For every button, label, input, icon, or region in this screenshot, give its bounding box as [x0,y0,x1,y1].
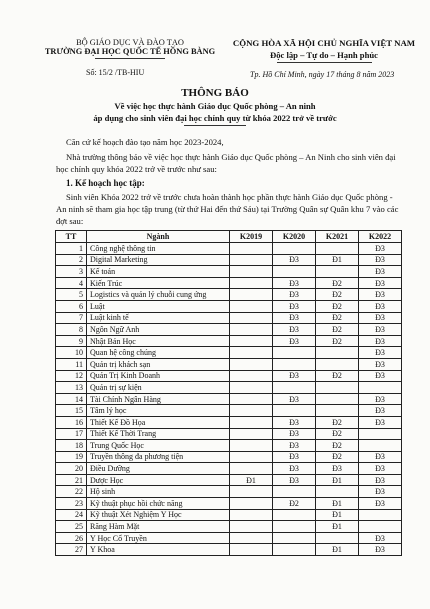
issuer-underline [95,58,165,59]
table-cell: 3 [56,266,87,278]
notice-subject-line-2: áp dụng cho sinh viên đại học chính quy từ khóa 2022 trở về trước [93,113,337,123]
table-cell [230,498,273,510]
table-cell [230,324,273,336]
table-cell [273,243,316,255]
table-cell: Đ3 [273,474,316,486]
table-cell: Đ3 [359,463,402,475]
document-number: Số: 15/2 /TB-HIU [86,68,145,77]
table-cell: Đ1 [316,498,359,510]
table-cell: Đ1 [316,544,359,556]
column-header: K2019 [230,231,273,243]
table-row [56,277,402,289]
table-cell: 4 [56,277,87,289]
table-cell [230,416,273,428]
table-row [56,300,402,312]
table-cell [273,358,316,370]
table-cell [316,382,359,394]
table-row [56,509,402,521]
table-row [56,312,402,324]
table-row [56,440,402,452]
table-row [56,289,402,301]
table-cell: Đ3 [359,243,402,255]
table-cell: 15 [56,405,87,417]
table-cell: Luật kinh tế [87,312,230,324]
table-cell: Đ1 [316,509,359,521]
table-cell: 1 [56,243,87,255]
table-cell: Đ3 [273,324,316,336]
table-cell: Hộ sinh [87,486,230,498]
table-row [56,393,402,405]
section-heading: 1. Kế hoạch học tập: [66,178,145,188]
table-cell [230,254,273,266]
table-cell [316,486,359,498]
table-cell [230,312,273,324]
table-cell: Đ3 [273,289,316,301]
table-cell: Tâm lý học [87,405,230,417]
table-cell [316,266,359,278]
table-cell [230,358,273,370]
table-cell: Đ2 [316,451,359,463]
table-cell: 12 [56,370,87,382]
table-row [56,347,402,359]
table-cell: 6 [56,300,87,312]
table-row [56,335,402,347]
table-cell: Đ2 [316,300,359,312]
table-cell [230,428,273,440]
national-motto: Độc lập – Tự do – Hạnh phúc [270,50,378,60]
table-cell: Đ3 [359,393,402,405]
table-cell [359,428,402,440]
table-cell: 7 [56,312,87,324]
table-cell: Đ3 [273,335,316,347]
table-row [56,463,402,475]
table-cell: 22 [56,486,87,498]
table-cell [230,347,273,359]
table-cell [230,440,273,452]
ministry-name: BỘ GIÁO DỤC VÀ ĐÀO TẠO [76,38,184,47]
table-row [56,486,402,498]
table-cell: Đ3 [359,312,402,324]
table-cell [273,486,316,498]
notice-subject-line-1: Về việc học thực hành Giáo dục Quốc phòng – An ninh [114,101,316,111]
table-cell: Đ3 [359,451,402,463]
table-cell: 24 [56,509,87,521]
table-cell: Công nghệ thông tin [87,243,230,255]
table-body [56,243,402,556]
table-row [56,405,402,417]
table-cell [230,243,273,255]
table-cell: 17 [56,428,87,440]
table-cell: 21 [56,474,87,486]
table-row [56,254,402,266]
table-cell: Đ3 [359,347,402,359]
table-cell: 18 [56,440,87,452]
table-cell [273,405,316,417]
table-cell: Đ3 [273,277,316,289]
table-row [56,521,402,533]
table-cell: Đ3 [359,474,402,486]
table-cell: 27 [56,544,87,556]
table-cell [230,382,273,394]
table-cell: Đ3 [359,370,402,382]
table-cell [273,509,316,521]
table-cell [273,266,316,278]
table-cell [359,521,402,533]
table-cell: Đ3 [359,335,402,347]
document-date: Tp. Hồ Chí Minh, ngày 17 tháng 8 năm 2023 [250,70,395,79]
table-cell: Đ3 [359,324,402,336]
table-cell [316,405,359,417]
table-row [56,544,402,556]
table-row [56,243,402,255]
motto-underline [277,62,372,63]
table-cell: Đ1 [316,254,359,266]
table-cell [359,382,402,394]
table-cell [359,440,402,452]
column-header: Ngành [87,231,230,243]
table-cell: Đ2 [316,289,359,301]
table-cell: Răng Hàm Mặt [87,521,230,533]
table-cell: Đ2 [316,440,359,452]
table-row [56,370,402,382]
table-cell: Nhật Bản Học [87,335,230,347]
table-row [56,358,402,370]
table-cell [230,405,273,417]
basis-paragraph: Căn cứ kế hoạch đào tạo năm học 2023-2024, [66,137,224,147]
table-cell: Đ3 [359,416,402,428]
table-cell [230,532,273,544]
table-cell: Đ3 [359,498,402,510]
university-name: TRƯỜNG ĐẠI HỌC QUỐC TẾ HỒNG BÀNG [44,47,216,56]
issuer-block [30,38,230,59]
table-cell: Đ3 [273,254,316,266]
table-row [56,416,402,428]
column-header: TT [56,231,87,243]
subject-underline [184,125,246,126]
table-cell [230,277,273,289]
table-cell: Đ3 [273,463,316,475]
table-cell: Truyền thông đa phương tiện [87,451,230,463]
table-cell: Đ3 [359,532,402,544]
table-cell: Trung Quốc Học [87,440,230,452]
table-row [56,428,402,440]
table-row [56,266,402,278]
country-name: CỘNG HÒA XÃ HỘI CHỦ NGHĨA VIỆT NAM [232,38,416,48]
table-cell: Đ2 [316,277,359,289]
schedule-table [55,230,402,556]
table-cell: Đ2 [316,370,359,382]
table-cell: Đ2 [316,335,359,347]
table-cell [316,393,359,405]
table-row [56,451,402,463]
table-cell: Đ3 [359,277,402,289]
table-cell: Đ2 [316,324,359,336]
table-cell: Y Khoa [87,544,230,556]
table-cell: 16 [56,416,87,428]
table-cell: 13 [56,382,87,394]
table-cell [316,358,359,370]
table-cell [230,393,273,405]
table-cell: Đ3 [359,266,402,278]
table-cell [230,300,273,312]
notice-title: THÔNG BÁO [181,87,249,99]
table-cell: Y Học Cổ Truyền [87,532,230,544]
table-cell [230,544,273,556]
table-cell: Đ3 [273,416,316,428]
table-cell [316,532,359,544]
table-cell [273,382,316,394]
table-cell: Đ3 [359,486,402,498]
table-cell: 8 [56,324,87,336]
table-cell [230,463,273,475]
table-cell: Ngôn Ngữ Anh [87,324,230,336]
table-cell: Đ3 [273,428,316,440]
table-cell: 20 [56,463,87,475]
table-cell: 19 [56,451,87,463]
table-cell: Quản trị khách sạn [87,358,230,370]
table-cell: Dược Học [87,474,230,486]
table-cell: 2 [56,254,87,266]
table-cell [230,266,273,278]
table-cell: Điều Dưỡng [87,463,230,475]
table-cell: Đ3 [273,451,316,463]
table-cell: Kỹ thuật Xét Nghiệm Y Học [87,509,230,521]
table-row [56,324,402,336]
table-cell: Đ2 [316,428,359,440]
table-cell [359,509,402,521]
table-cell: Đ3 [273,312,316,324]
intro-paragraph: Nhà trường thông báo về việc học thực hành Giáo dục Quốc phòng – An Ninh cho sinh viên đại học chính quy khóa 2022 trở về trước như sau: [56,152,396,174]
table-cell: 10 [56,347,87,359]
table-cell: 14 [56,393,87,405]
table-cell: 25 [56,521,87,533]
table-cell: Đ3 [359,405,402,417]
table-cell [273,347,316,359]
table-cell [316,243,359,255]
column-header: K2022 [359,231,402,243]
table-cell: Đ2 [316,416,359,428]
table-cell: Quản trị sự kiện [87,382,230,394]
table-cell: Đ3 [359,544,402,556]
table-cell [230,509,273,521]
table-cell [230,521,273,533]
table-cell [230,486,273,498]
table-cell: Thiết Kế Thời Trang [87,428,230,440]
table-cell: Luật [87,300,230,312]
table-cell: Đ3 [273,393,316,405]
table-cell [273,521,316,533]
table-row [56,382,402,394]
table-cell: Kế toán [87,266,230,278]
table-cell: 26 [56,532,87,544]
table-cell [273,544,316,556]
table-cell: Kỹ thuật phục hồi chức năng [87,498,230,510]
table-cell: Đ3 [273,300,316,312]
table-cell: Đ2 [316,312,359,324]
table-cell: Đ2 [273,498,316,510]
table-cell [230,451,273,463]
table-cell: Đ3 [359,358,402,370]
table-header-row [56,231,402,243]
table-row [56,498,402,510]
table-cell: Đ1 [316,521,359,533]
column-header: K2021 [316,231,359,243]
column-header: K2020 [273,231,316,243]
table-cell [230,289,273,301]
table-cell [316,347,359,359]
table-cell: Kiến Trúc [87,277,230,289]
table-cell: Đ1 [316,474,359,486]
table-cell: Đ1 [230,474,273,486]
table-cell: Đ3 [359,289,402,301]
plan-paragraph: Sinh viên Khóa 2022 trở về trước chưa hoàn thành học phần thực hành Giáo dục Quốc phòng - An ninh sẽ tham gia học tập trung (từ thứ Hai đến thứ Sáu) tại Trường Quân sự Quân khu 7 vào các đợt sau: [56,192,399,226]
table-cell: 5 [56,289,87,301]
table-cell [230,370,273,382]
table-cell [230,335,273,347]
table-cell: 11 [56,358,87,370]
table-cell: Quản Trị Kinh Doanh [87,370,230,382]
national-heading [224,38,424,63]
table-cell: Đ3 [359,254,402,266]
table-cell: Đ3 [273,370,316,382]
table-cell: Đ3 [273,440,316,452]
table-cell: Đ3 [316,463,359,475]
table-cell: Quan hệ công chúng [87,347,230,359]
table-row [56,474,402,486]
table-cell: 9 [56,335,87,347]
table-cell: Logistics và quản lý chuỗi cung ứng [87,289,230,301]
table-cell: Digital Marketing [87,254,230,266]
table-row [56,532,402,544]
table-cell: 23 [56,498,87,510]
table-cell: Thiết Kế Đồ Họa [87,416,230,428]
table-cell: Đ3 [359,300,402,312]
table-cell: Tài Chính Ngân Hàng [87,393,230,405]
table-cell [273,532,316,544]
